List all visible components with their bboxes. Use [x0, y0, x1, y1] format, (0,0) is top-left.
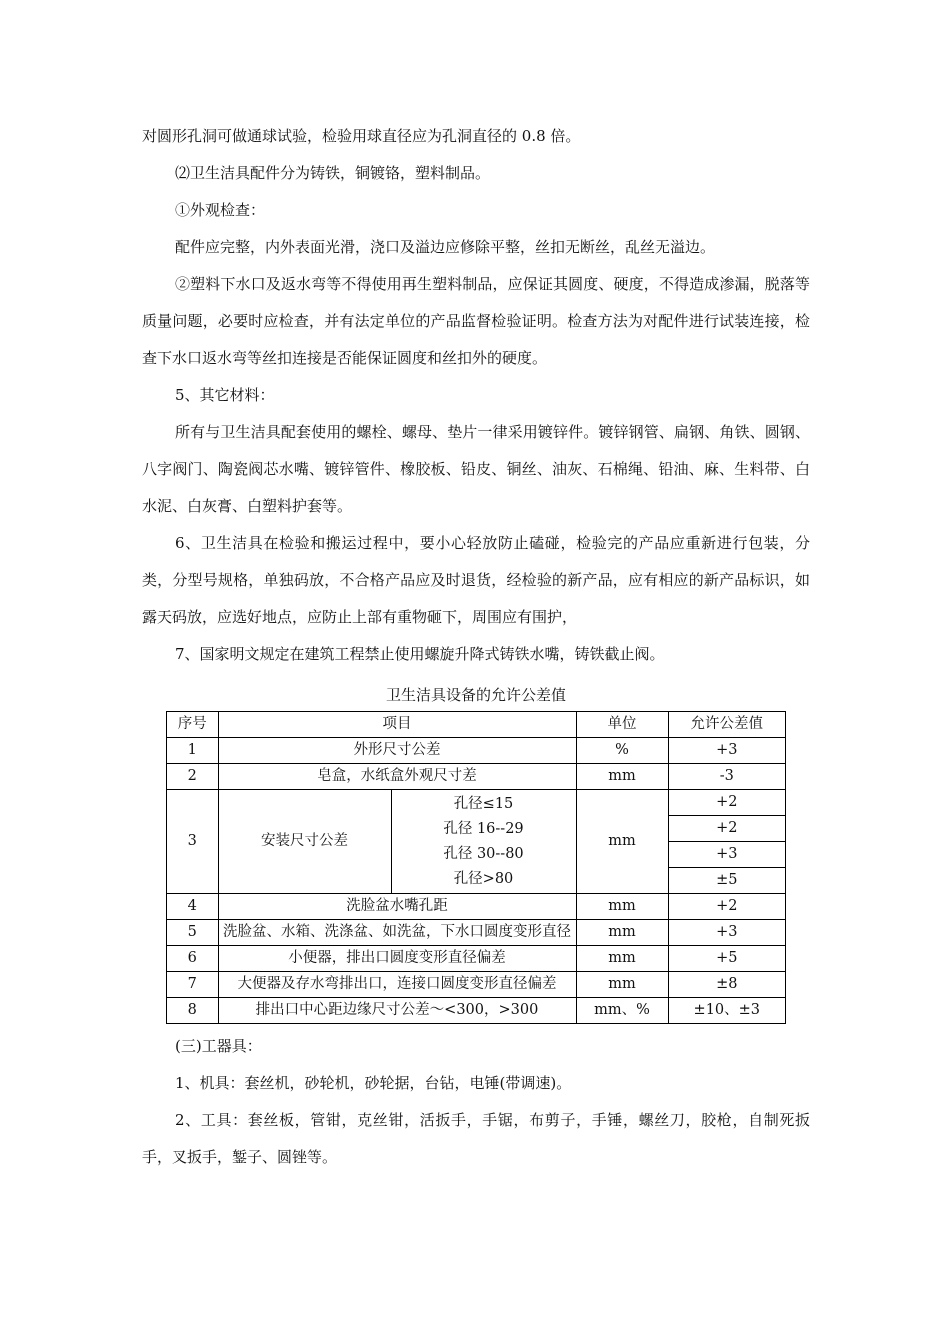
table-row: [167, 998, 786, 1024]
cell-unit: mm: [576, 790, 668, 894]
cell-value: +2: [668, 790, 785, 816]
cell-value: ±10、±3: [668, 998, 785, 1024]
header-value: 允许公差值: [668, 712, 785, 738]
cell-no: 6: [167, 946, 219, 972]
cell-item: 排出口中心距边缘尺寸公差～<300，>300: [218, 998, 576, 1024]
cell-no: 4: [167, 894, 219, 920]
table-caption: 卫生洁具设备的允许公差值: [385, 686, 566, 704]
header-no: 序号: [167, 712, 219, 738]
table-row: [167, 764, 786, 790]
cell-unit: mm: [576, 946, 668, 972]
cell-value: +3: [668, 920, 785, 946]
cell-no: 1: [167, 738, 219, 764]
table-row: [167, 894, 786, 920]
header-item: 项目: [218, 712, 576, 738]
cell-value: +2: [668, 816, 785, 842]
cell-unit: mm: [576, 972, 668, 998]
cell-value: +3: [668, 842, 785, 868]
paragraph: 配件应完整，内外表面光滑，浇口及溢边应修除平整，丝扣无断丝，乱丝无溢边。: [175, 238, 716, 256]
paragraph: ②塑料下水口及返水弯等不得使用再生塑料制品，应保证其圆度、硬度，不得造成渗漏，脱落等质量问题，必要时应检查，并有法定单位的产品监督检验证明。检查方法为对配件进行试装连接，检查下水口返水弯等丝扣连接是否能保证圆度和丝扣外的硬度。: [142, 275, 810, 367]
cell-value: -3: [668, 764, 785, 790]
cell-item: 外形尺寸公差: [218, 738, 576, 764]
paragraph: 2、工具：套丝板，管钳，克丝钳，活扳手，手锯，布剪子，手锤，螺丝刀，胶枪，自制死扳手，叉扳手，錾子、圆锉等。: [142, 1111, 810, 1166]
subitem: 孔径 16--29: [443, 820, 524, 837]
paragraph: 所有与卫生洁具配套使用的螺栓、螺母、垫片一律采用镀锌件。镀锌钢管、扁钢、角铁、圆钢、八字阀门、陶瓷阀芯水嘴、镀锌管件、橡胶板、铅皮、铜丝、油灰、石棉绳、铅油、麻、生料带、白水泥、白灰膏、白塑料护套等。: [142, 423, 810, 515]
table-row: [167, 972, 786, 998]
paragraph: ⑵卫生洁具配件分为铸铁，铜镀铬，塑料制品。: [175, 164, 491, 182]
cell-no: 3: [167, 790, 219, 894]
cell-value: ±8: [668, 972, 785, 998]
table-row: [167, 946, 786, 972]
cell-item: 安装尺寸公差: [218, 790, 391, 894]
document-body: [142, 118, 810, 1176]
cell-no: 8: [167, 998, 219, 1024]
cell-value: +5: [668, 946, 785, 972]
paragraph: 6、卫生洁具在检验和搬运过程中，要小心轻放防止磕碰，检验完的产品应重新进行包装，分类，分型号规格，单独码放，不合格产品应及时退货，经检验的新产品，应有相应的新产品标识，如露天码放，应选好地点，应防止上部有重物砸下，周围应有围护，: [142, 534, 810, 626]
cell-unit: mm: [576, 764, 668, 790]
cell-item: 洗脸盆、水箱、洗涤盆、如洗盆，下水口圆度变形直径: [218, 920, 576, 946]
cell-subitems: [391, 790, 576, 894]
subitem: 孔径>80: [453, 870, 514, 887]
table-row: [167, 790, 786, 816]
paragraph: 7、国家明文规定在建筑工程禁止使用螺旋升降式铸铁水嘴，铸铁截止阀。: [175, 645, 665, 663]
cell-unit: mm: [576, 894, 668, 920]
paragraph: 对圆形孔洞可做通球试验，检验用球直径应为孔洞直径的 0.8 倍。: [142, 127, 581, 145]
cell-no: 7: [167, 972, 219, 998]
cell-item: 皂盒，水纸盒外观尺寸差: [218, 764, 576, 790]
cell-no: 5: [167, 920, 219, 946]
table-header-row: [167, 712, 786, 738]
table-row: [167, 920, 786, 946]
cell-item: 小便器，排出口圆度变形直径偏差: [218, 946, 576, 972]
cell-value: ±5: [668, 868, 785, 894]
tolerance-table: [166, 711, 786, 1024]
paragraph: ①外观检查：: [175, 201, 266, 219]
cell-unit: mm、%: [576, 998, 668, 1024]
subitem: 孔径 30--80: [443, 845, 524, 862]
paragraph: 1、机具：套丝机，砂轮机，砂轮据，台钻，电锤(带调速)。: [175, 1074, 572, 1092]
section-heading: (三)工器具：: [175, 1037, 262, 1055]
cell-unit: %: [576, 738, 668, 764]
table-row: [167, 738, 786, 764]
cell-value: +3: [668, 738, 785, 764]
paragraph: 5、其它材料：: [175, 386, 275, 404]
cell-item: 洗脸盆水嘴孔距: [218, 894, 576, 920]
cell-item: 大便器及存水弯排出口，连接口圆度变形直径偏差: [218, 972, 576, 998]
cell-unit: mm: [576, 920, 668, 946]
post-table-section: [142, 1028, 810, 1176]
cell-value: +2: [668, 894, 785, 920]
cell-no: 2: [167, 764, 219, 790]
header-unit: 单位: [576, 712, 668, 738]
subitem: 孔径≤15: [453, 795, 514, 812]
